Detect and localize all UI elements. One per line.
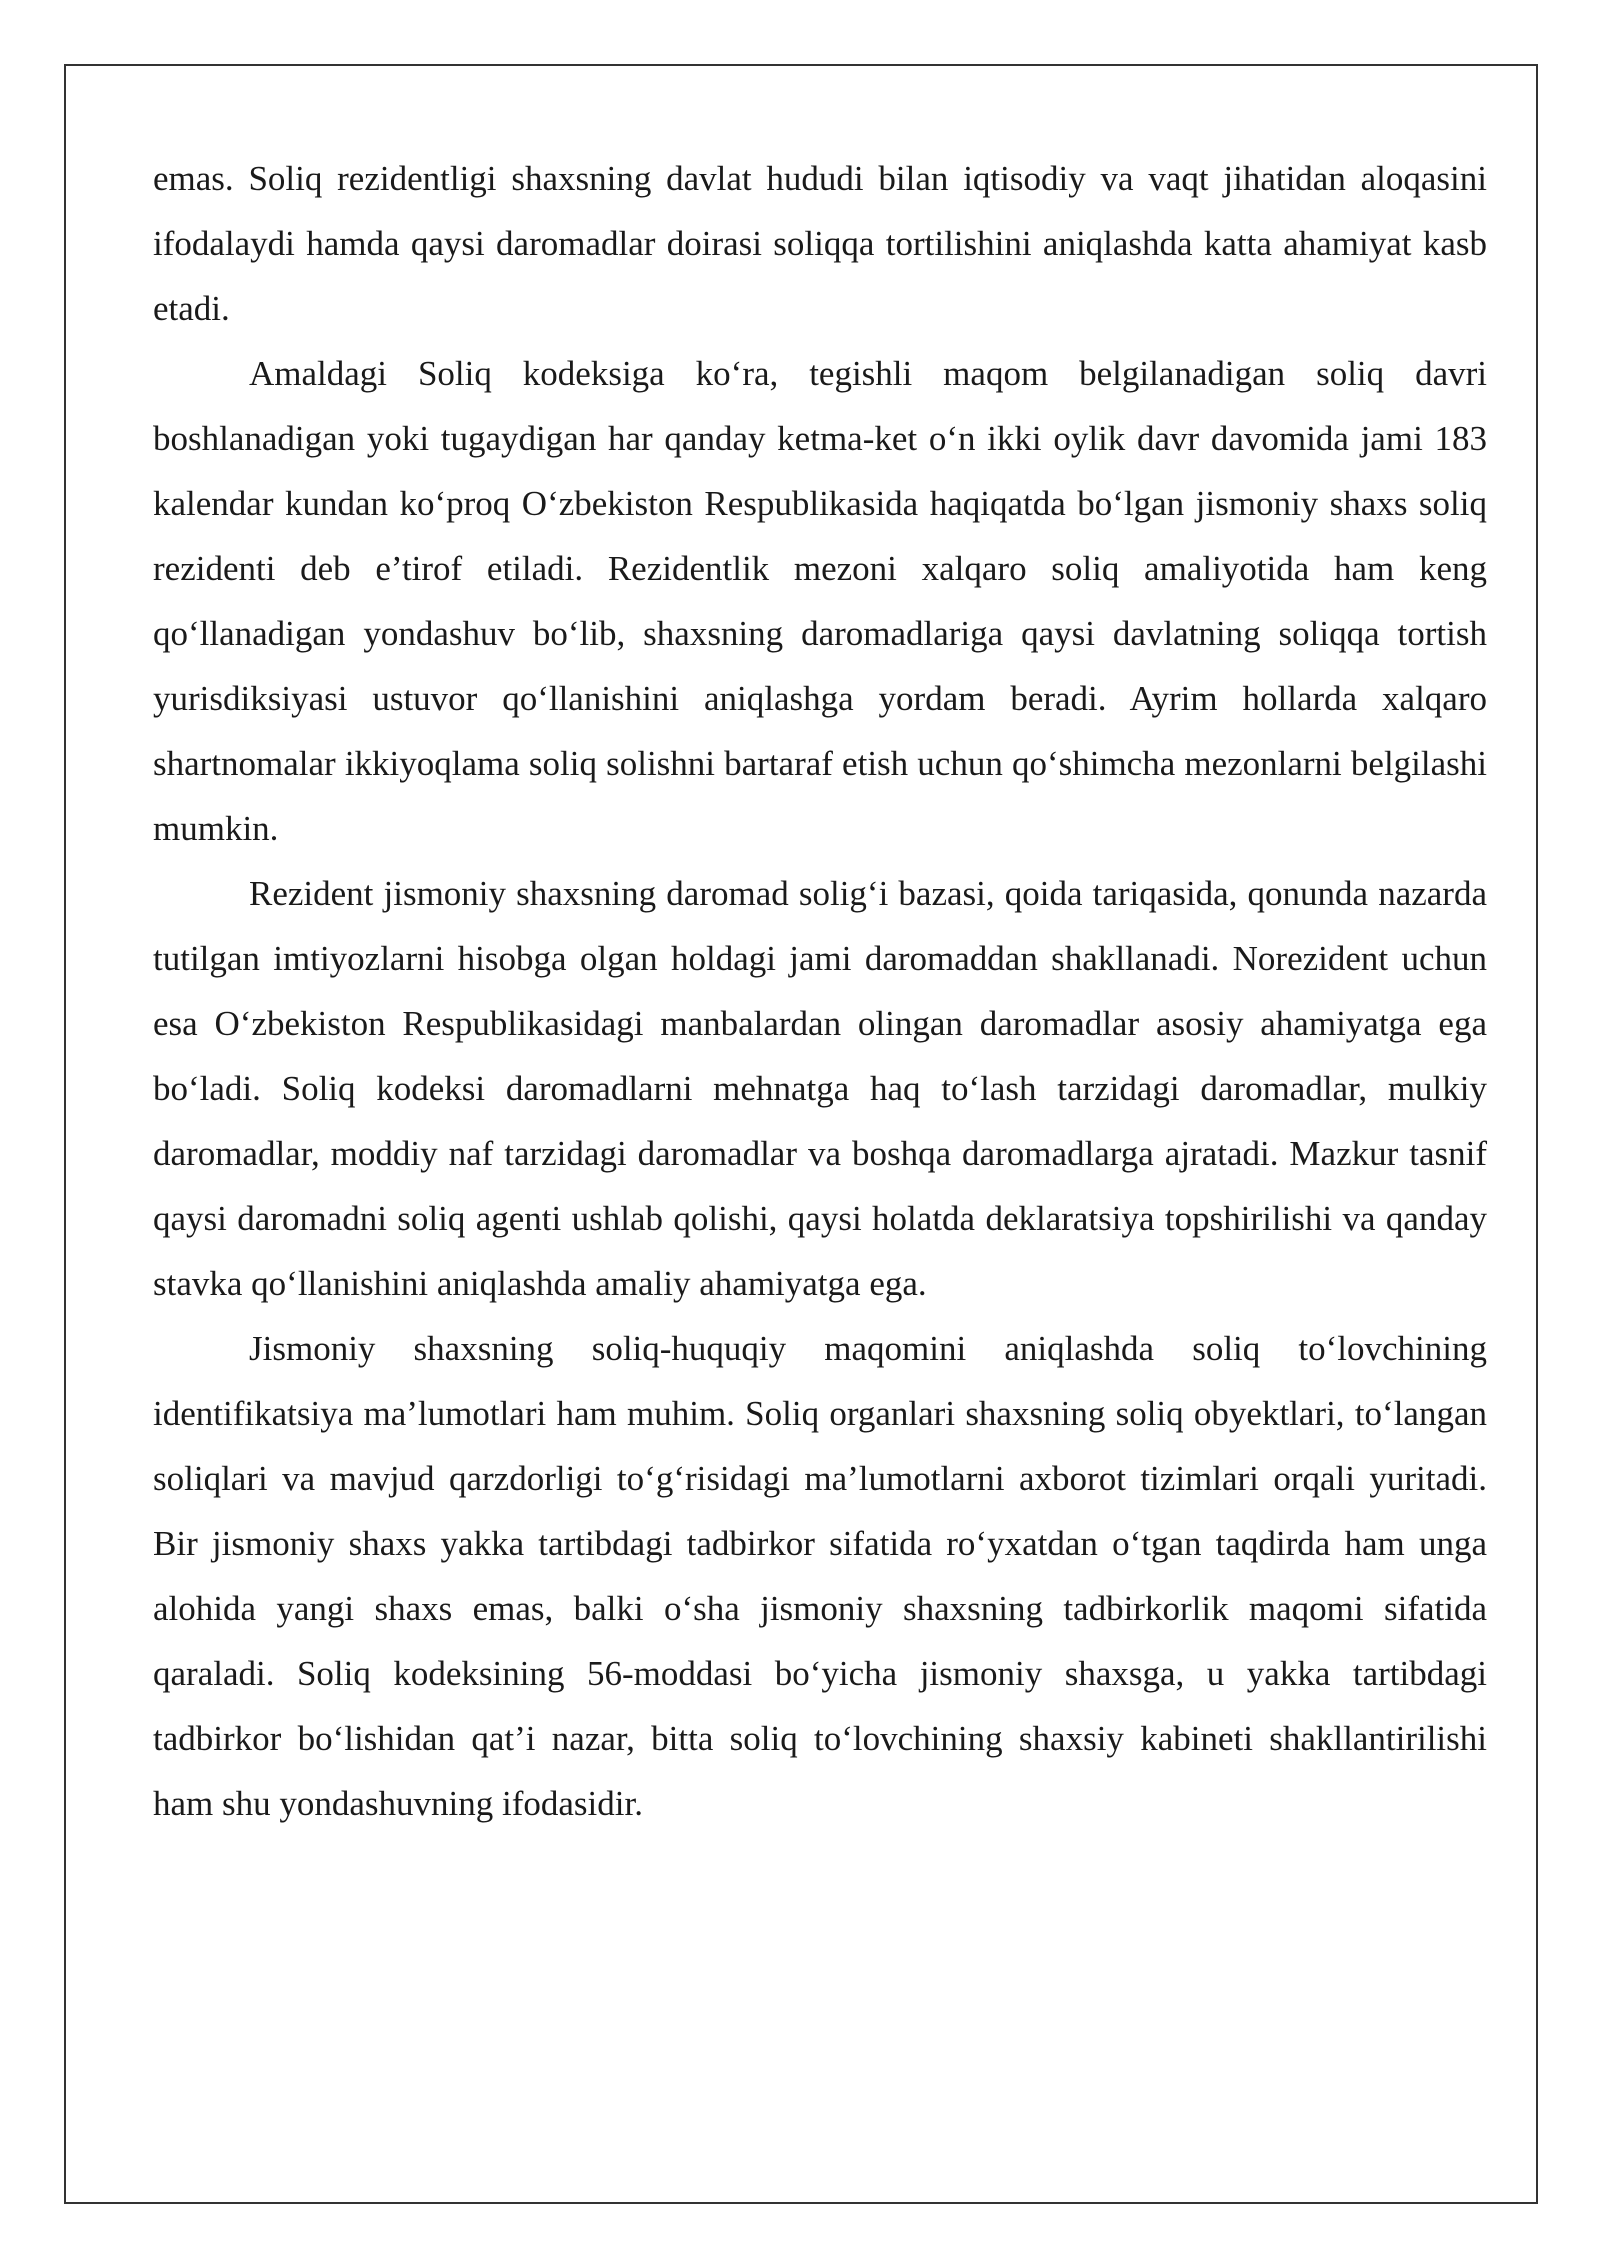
paragraph-3: Rezident jismoniy shaxsning daromad solig‘i bazasi, qoida tariqasida, qonunda nazarda tutilgan imtiyozlarni hisobga olgan holdagi jami daromaddan shakllanadi. Norezident uchun esa O‘zbekiston Respublikasidagi manbalardan olingan daromadlar asosiy ahamiyatga ega bo‘ladi. Soliq kodeksi daromadlarni mehnatga haq to‘lash tarzidagi daromadlar, mulkiy daromadlar, moddiy naf tarzidagi daromadlar va boshqa daromadlarga ajratadi. Mazkur tasnif qaysi daromadni soliq agenti ushlab qolishi, qaysi holatda deklaratsiya topshirilishi va qanday stavka qo‘llanishini aniqlashda amaliy ahamiyatga ega. (153, 874, 1487, 1303)
paragraph-2: Amaldagi Soliq kodeksiga ko‘ra, tegishli maqom belgilanadigan soliq davri boshlanadigan yoki tugaydigan har qanday ketma-ket o‘n ikki oylik davr davomida jami 183 kalendar kundan ko‘proq O‘zbekiston Respublikasida haqiqatda bo‘lgan jismoniy shaxs soliq rezidenti deb e’tirof etiladi. Rezidentlik mezoni xalqaro soliq amaliyotida ham keng qo‘llanadigan yondashuv bo‘lib, shaxsning daromadlariga qaysi davlatning soliqqa tortish yurisdiksiyasi ustuvor qo‘llanishini aniqlashga yordam beradi. Ayrim hollarda xalqaro shartnomalar ikkiyoqlama soliq solishni bartaraf etish uchun qo‘shimcha mezonlarni belgilashi mumkin. (153, 354, 1487, 848)
paragraph-1: emas. Soliq rezidentligi shaxsning davlat hududi bilan iqtisodiy va vaqt jihatidan aloqasini ifodalaydi hamda qaysi daromadlar doirasi soliqqa tortilishini aniqlashda katta ahamiyat kasb etadi. (153, 159, 1487, 328)
document-body (153, 146, 1487, 1836)
paragraph-4: Jismoniy shaxsning soliq-huquqiy maqomini aniqlashda soliq to‘lovchining identifikatsiya ma’lumotlari ham muhim. Soliq organlari shaxsning soliq obyektlari, to‘langan soliqlari va mavjud qarzdorligi to‘g‘risidagi ma’lumotlarni axborot tizimlari orqali yuritadi. Bir jismoniy shaxs yakka tartibdagi tadbirkor sifatida ro‘yxatdan o‘tgan taqdirda ham unga alohida yangi shaxs emas, balki o‘sha jismoniy shaxsning tadbirkorlik maqomi sifatida qaraladi. Soliq kodeksining 56-moddasi bo‘yicha jismoniy shaxsga, u yakka tartibdagi tadbirkor bo‘lishidan qat’i nazar, bitta soliq to‘lovchining shaxsiy kabineti shakllantirilishi ham shu yondashuvning ifodasidir. (153, 1329, 1487, 1823)
